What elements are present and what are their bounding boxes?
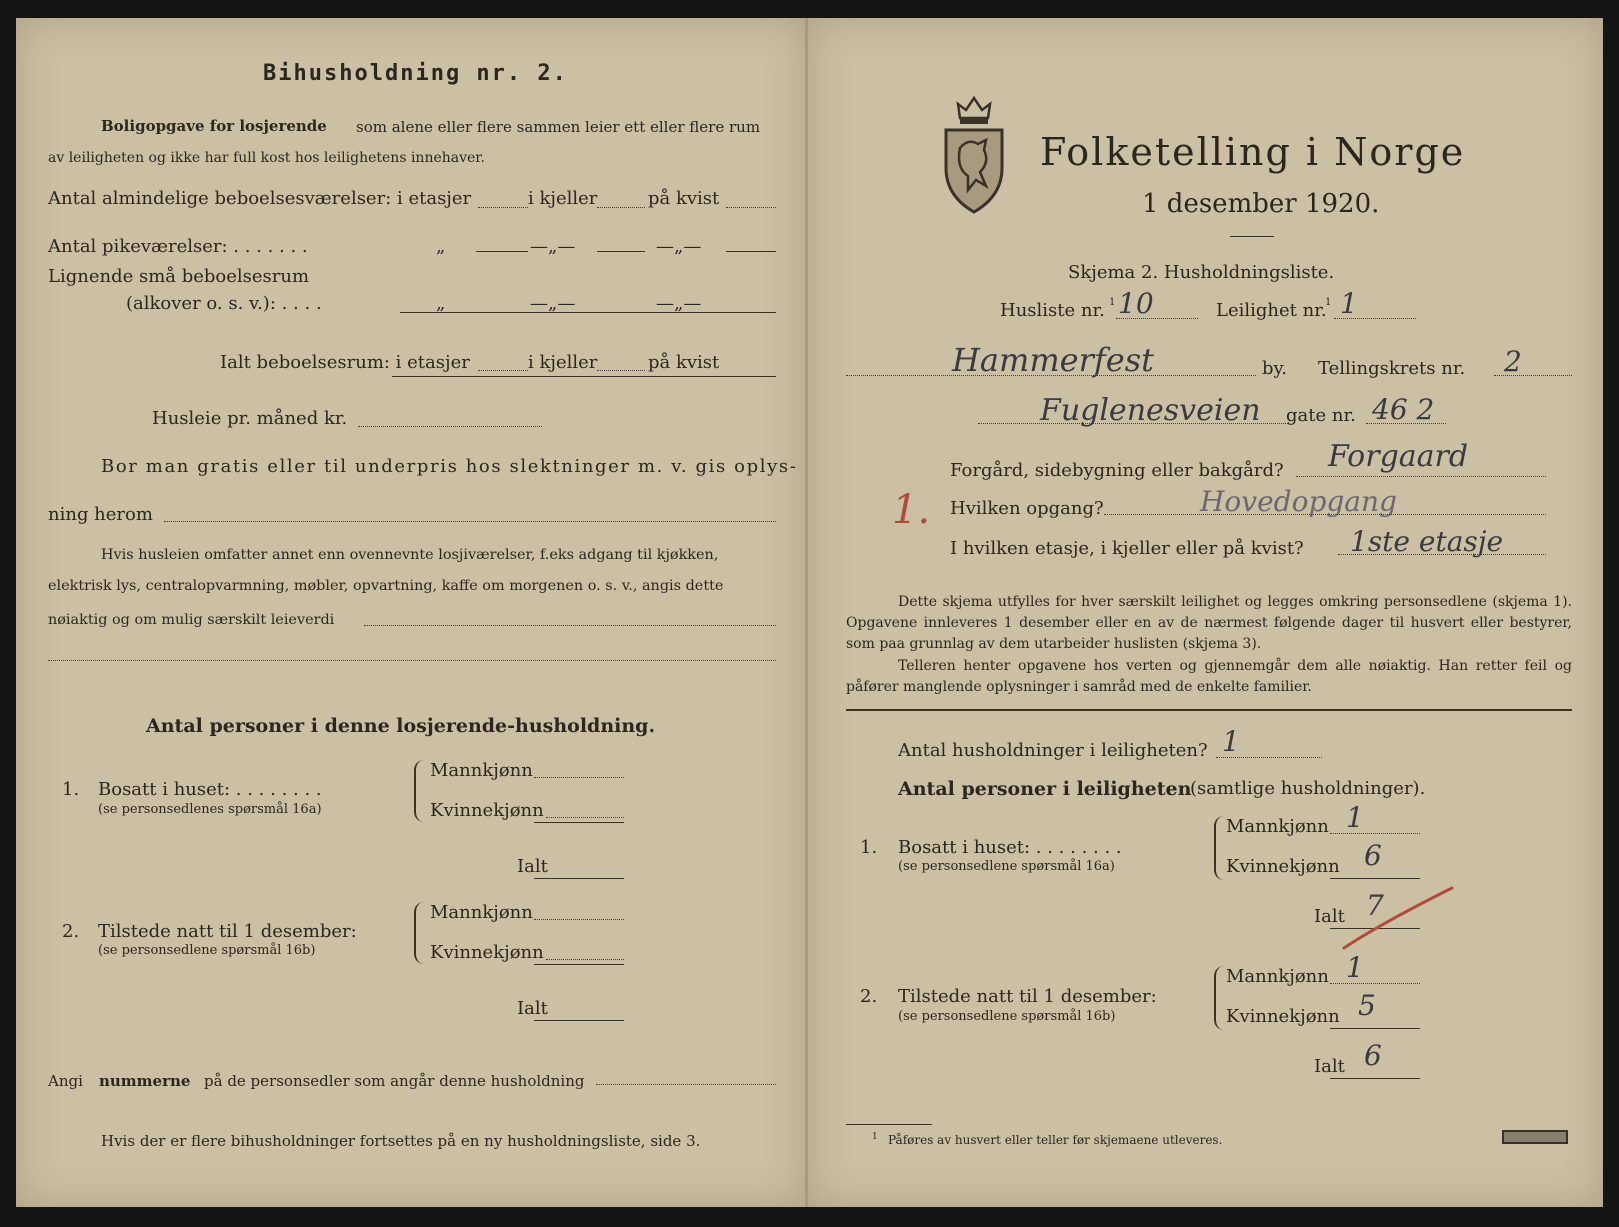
ditto-mark-2: „ bbox=[436, 293, 446, 314]
gate-value[interactable]: 46 2 bbox=[1372, 393, 1435, 426]
antal-hush-value[interactable]: 1 bbox=[1222, 725, 1240, 758]
ditto-dash-3: —„— bbox=[530, 293, 576, 314]
right-q2-ialt: Ialt bbox=[1314, 1056, 1345, 1077]
left-q1-ialt-field[interactable] bbox=[534, 878, 624, 879]
left-q2-ialt-field[interactable] bbox=[534, 1020, 624, 1021]
ditto-dash: —„— bbox=[530, 236, 576, 257]
husliste-field bbox=[1116, 318, 1198, 319]
city-value[interactable]: Hammerfest bbox=[952, 341, 1154, 379]
intro-rest: som alene eller flere sammen leier ett eller flere rum bbox=[356, 118, 761, 136]
right-q2-mann-field bbox=[1330, 983, 1420, 984]
skjema-label: Skjema 2. Husholdningsliste. bbox=[1068, 262, 1335, 283]
row-hvis-3: nøiaktig og om mulig særskilt leieverdi bbox=[48, 612, 335, 628]
left-q1-label: Bosatt i huset: . . . . . . . . bbox=[98, 779, 322, 800]
label-i-kjeller-2: i kjeller bbox=[528, 352, 598, 373]
fill-husleie[interactable] bbox=[358, 426, 542, 427]
fill-angi[interactable] bbox=[596, 1084, 776, 1085]
title-divider bbox=[1230, 236, 1274, 237]
footnote-text: Påføres av husvert eller teller før skjemaene utleveres. bbox=[888, 1133, 1223, 1147]
husliste-label: Husliste nr. bbox=[1000, 300, 1105, 321]
right-q1-brace bbox=[1214, 816, 1224, 880]
fill-pike-etasjer[interactable] bbox=[476, 251, 528, 252]
red-check-mark-icon bbox=[1340, 884, 1460, 954]
leilighet-field bbox=[1334, 318, 1416, 319]
right-q2-mann: Mannkjønn bbox=[1226, 966, 1329, 987]
left-q2-sumline bbox=[534, 964, 624, 965]
underline-ialt-rum bbox=[392, 376, 776, 377]
left-q1-brace bbox=[414, 760, 424, 822]
fill-alm-kvist[interactable] bbox=[726, 207, 776, 208]
row-pikevaerelser: Antal pikeværelser: . . . . . . . bbox=[48, 236, 308, 257]
instructions-2: Telleren henter opgavene hos verten og gjennemgår dem alle nøiaktig. Han retter feil og påfører manglende oplysninger i samråd med de enkelte familier. bbox=[846, 658, 1572, 695]
row-hvis-1: Hvis husleien omfatter annet enn ovennevnte losjiværelser, f.eks adgang til kjøkken, bbox=[101, 547, 719, 563]
right-q1-label: Bosatt i huset: . . . . . . . . bbox=[898, 837, 1122, 858]
left-q2-label: Tilstede natt til 1 desember: bbox=[98, 921, 357, 942]
right-q1-num: 1. bbox=[860, 837, 878, 858]
left-q1-mann: Mannkjønn bbox=[430, 760, 533, 781]
tellingskrets-label: Tellingskrets nr. bbox=[1318, 358, 1466, 379]
antal-hush-field bbox=[1216, 757, 1322, 758]
left-q1-sub: (se personsedlenes spørsmål 16a) bbox=[98, 802, 322, 817]
forgaard-label: Forgård, sidebygning eller bakgård? bbox=[950, 460, 1284, 481]
fill-ialt-etasjer[interactable] bbox=[478, 370, 528, 371]
gate-label: gate nr. bbox=[1286, 405, 1356, 426]
fill-pike-kjeller[interactable] bbox=[597, 251, 645, 252]
left-q1-num: 1. bbox=[62, 779, 80, 800]
right-q1-sub: (se personsedlene spørsmål 16a) bbox=[898, 859, 1115, 874]
fill-alm-etasjer[interactable] bbox=[478, 207, 528, 208]
right-q1-mann-value[interactable]: 1 bbox=[1346, 801, 1364, 834]
right-q2-mann-value[interactable]: 1 bbox=[1346, 951, 1364, 984]
right-q1-kvinne: Kvinnekjønn bbox=[1226, 856, 1340, 877]
label-paa-kvist-2: på kvist bbox=[648, 352, 720, 373]
left-title: Bihusholdning nr. 2. bbox=[263, 61, 568, 86]
right-q2-ialt-field bbox=[1330, 1078, 1420, 1079]
right-title: Folketelling i Norge bbox=[1040, 130, 1466, 174]
fill-alm-kjeller[interactable] bbox=[597, 207, 645, 208]
ditto-dash-4: —„— bbox=[656, 293, 702, 314]
right-q2-ialt-value[interactable]: 6 bbox=[1364, 1039, 1382, 1072]
angi-bold: nummerne bbox=[99, 1072, 191, 1090]
fill-pike-kvist[interactable] bbox=[726, 251, 776, 252]
right-q1-mann-field bbox=[1330, 833, 1420, 834]
left-q1-sumline bbox=[534, 822, 624, 823]
right-q2-num: 2. bbox=[860, 986, 878, 1007]
right-q2-label: Tilstede natt til 1 desember: bbox=[898, 986, 1157, 1007]
left-antal-heading: Antal personer i denne losjerende-husholdning. bbox=[146, 715, 656, 737]
label-i-kjeller: i kjeller bbox=[528, 188, 598, 209]
row-hvis-2: elektrisk lys, centralopvarmning, møbler, opvartning, kaffe om morgenen o. s. v., angis dette bbox=[48, 578, 724, 594]
left-q1-ialt: Ialt bbox=[517, 856, 548, 877]
forgaard-value[interactable]: Forgaard bbox=[1328, 439, 1469, 474]
fill-leieverdi-2[interactable] bbox=[48, 660, 776, 661]
fill-ialt-kjeller[interactable] bbox=[597, 370, 645, 371]
fill-gratis[interactable] bbox=[164, 521, 776, 522]
left-q2-brace bbox=[414, 902, 424, 964]
etasje-field bbox=[1338, 554, 1546, 555]
ditto-mark: „ bbox=[436, 236, 446, 257]
coat-of-arms-icon bbox=[940, 92, 1008, 214]
leilighet-label: Leilighet nr. bbox=[1216, 300, 1327, 321]
row-almindelige: Antal almindelige beboelsesværelser: i etasjer bbox=[48, 188, 472, 209]
left-footer: Hvis der er flere bihusholdninger fortsettes på en ny husholdningsliste, side 3. bbox=[101, 1132, 701, 1150]
fill-leieverdi[interactable] bbox=[364, 625, 776, 626]
tellingskrets-value[interactable]: 2 bbox=[1504, 345, 1522, 378]
right-q2-kvinne: Kvinnekjønn bbox=[1226, 1006, 1340, 1027]
left-q1-kvinne: Kvinnekjønn bbox=[430, 800, 544, 821]
intro-bold: Boligopgave for losjerende bbox=[101, 117, 327, 135]
antal-pers-rest: (samtlige husholdninger). bbox=[1190, 778, 1426, 799]
opgang-label: Hvilken opgang? bbox=[950, 498, 1104, 519]
footnote-mark: 1 bbox=[872, 1132, 878, 1142]
antal-hush-label: Antal husholdninger i leiligheten? bbox=[898, 740, 1208, 761]
street-field bbox=[978, 423, 1288, 424]
left-q2-kvinne: Kvinnekjønn bbox=[430, 942, 544, 963]
left-q1-mann-field[interactable] bbox=[534, 777, 624, 778]
margin-mark-red: 1. bbox=[892, 487, 931, 533]
section-rule bbox=[846, 709, 1572, 711]
left-q2-sub: (se personsedlene spørsmål 16b) bbox=[98, 943, 316, 958]
left-q1-kvinne-field[interactable] bbox=[546, 817, 624, 818]
angi-pre: Angi bbox=[48, 1072, 83, 1090]
etasje-label: I hvilken etasje, i kjeller eller på kvist? bbox=[950, 538, 1304, 559]
footnote-rule bbox=[846, 1124, 932, 1125]
fill-lignende[interactable] bbox=[400, 312, 776, 313]
angi-rest: på de personsedler som angår denne husholdning bbox=[204, 1072, 585, 1090]
ditto-dash-2: —„— bbox=[656, 236, 702, 257]
right-q2-sumline bbox=[1330, 1028, 1420, 1029]
husliste-footnote-mark: 1 bbox=[1109, 297, 1116, 308]
opgang-field bbox=[1104, 514, 1546, 515]
right-q2-brace bbox=[1214, 966, 1224, 1030]
left-q2-kvinne-field[interactable] bbox=[546, 959, 624, 960]
row-husleie: Husleie pr. måned kr. bbox=[152, 408, 348, 429]
instructions-1: Dette skjema utfylles for hver særskilt leilighet og legges omkring personsedlene (skjema 1). Opgavene innleveres 1 desember eller en av de nærmest følgende dager til husvert eller bestyrer, som paa grunnlag av dem utarbeider huslisten (skjema 3). bbox=[846, 594, 1572, 652]
antal-pers-bold: Antal personer i leiligheten bbox=[898, 778, 1192, 800]
row-lignende-1: Lignende små beboelsesrum bbox=[48, 266, 310, 287]
left-q2-mann: Mannkjønn bbox=[430, 902, 533, 923]
right-q1-mann: Mannkjønn bbox=[1226, 816, 1329, 837]
right-q1-sumline bbox=[1330, 878, 1420, 879]
left-q2-ialt: Ialt bbox=[517, 998, 548, 1019]
left-q2-num: 2. bbox=[62, 921, 80, 942]
row-gratis-1: Bor man gratis eller til underpris hos slektninger m. v. gis oplys- bbox=[101, 456, 798, 477]
city-field bbox=[846, 375, 1256, 376]
row-lignende-2: (alkover o. s. v.): . . . . bbox=[126, 293, 322, 314]
printer-stamp-icon bbox=[1502, 1130, 1568, 1144]
leilighet-value[interactable]: 1 bbox=[1340, 287, 1358, 320]
gate-field bbox=[1366, 423, 1446, 424]
label-paa-kvist: på kvist bbox=[648, 188, 720, 209]
right-q2-sub: (se personsedlene spørsmål 16b) bbox=[898, 1009, 1116, 1024]
row-ialt-rum: Ialt beboelsesrum: i etasjer bbox=[220, 352, 470, 373]
right-q1-ialt-value[interactable]: 7 bbox=[1366, 889, 1384, 922]
row-gratis-2: ning herom bbox=[48, 504, 153, 525]
husliste-value[interactable]: 10 bbox=[1118, 287, 1154, 320]
left-q2-mann-field[interactable] bbox=[534, 919, 624, 920]
right-q1-ialt: Ialt bbox=[1314, 906, 1345, 927]
by-label: by. bbox=[1262, 358, 1288, 379]
right-q1-kvinne-value[interactable]: 6 bbox=[1364, 839, 1382, 872]
leilighet-footnote-mark: 1 bbox=[1325, 297, 1332, 308]
right-date: 1 desember 1920. bbox=[1142, 189, 1380, 219]
intro-line2: av leiligheten og ikke har full kost hos leilighetens innehaver. bbox=[48, 150, 485, 166]
right-q2-kvinne-value[interactable]: 5 bbox=[1358, 989, 1376, 1022]
tellingskrets-field bbox=[1494, 375, 1572, 376]
street-value[interactable]: Fuglenesveien bbox=[1040, 393, 1261, 428]
etasje-value[interactable]: 1ste etasje bbox=[1350, 525, 1504, 558]
forgaard-field bbox=[1296, 476, 1546, 477]
opgang-value[interactable]: Hovedopgang bbox=[1200, 485, 1397, 518]
